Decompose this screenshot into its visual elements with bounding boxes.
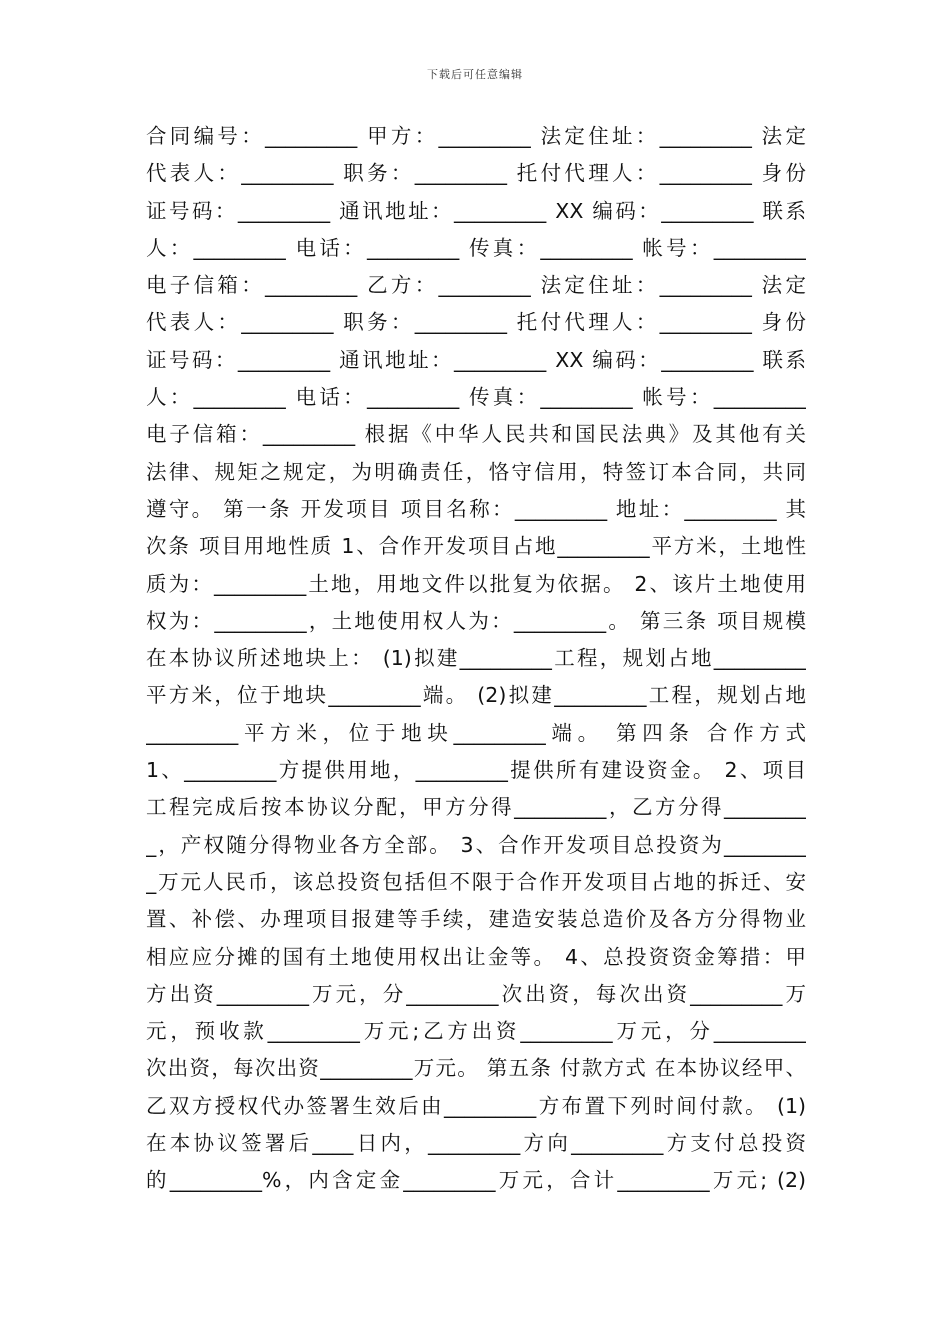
text-line: 工程完成后按本协议分配，甲方分得_________，乙方分得________ bbox=[146, 795, 806, 820]
text-line: 1、_________方提供用地，_________提供所有建设资金。 2、项目 bbox=[146, 758, 806, 783]
text-line: 次条 项目用地性质 1、合作开发项目占地_________平方米，土地性 bbox=[146, 534, 806, 559]
text-line: 证号码：_________ 通讯地址：_________ XX 编码：_________ 联系 bbox=[146, 198, 806, 223]
text-line: 代表人：_________ 职务：_________ 托付代理人：_________ 身份 bbox=[146, 161, 806, 186]
text-line: _________平方米，位于地块_________端。 第四条 合作方式 bbox=[146, 720, 806, 745]
text-line: 电子信箱：_________ 根据《中华人民共和国民法典》及其他有关 bbox=[146, 422, 806, 447]
text-line: 在本协议签署后____日内，_________方向_________方支付总投资 bbox=[146, 1131, 806, 1156]
text-line: 乙双方授权代办签署生效后由_________方布置下列时间付款。 (1) bbox=[146, 1093, 806, 1118]
text-line: 遵守。 第一条 开发项目 项目名称：_________ 地址：_________ 其 bbox=[146, 496, 806, 521]
text-line: 的_________%，内含定金_________万元，合计_________万元; (2) bbox=[146, 1168, 806, 1193]
text-line: 元，预收款_________万元;乙方出资_________万元，分_________ bbox=[146, 1019, 806, 1044]
text-line: _万元人民币，该总投资包括但不限于合作开发项目占地的拆迁、安 bbox=[146, 869, 806, 894]
text-line: 证号码：_________ 通讯地址：_________ XX 编码：_________ 联系 bbox=[146, 347, 806, 372]
text-line: 代表人：_________ 职务：_________ 托付代理人：_________ 身份 bbox=[146, 310, 806, 335]
text-line: 人：_________ 电话：_________ 传真：_________ 帐号：_________ bbox=[146, 235, 806, 260]
text-line: 相应应分摊的国有土地使用权出让金等。 4、总投资资金筹措：甲 bbox=[146, 944, 806, 969]
text-line: 合同编号：_________ 甲方：_________ 法定住址：_________ 法定 bbox=[146, 124, 806, 148]
text-line: 质为：_________土地，用地文件以批复为依据。 2、该片土地使用 bbox=[146, 571, 806, 596]
text-line: 次出资，每次出资_________万元。 第五条 付款方式 在本协议经甲、 bbox=[146, 1056, 806, 1081]
text-line: 人：_________ 电话：_________ 传真：_________ 帐号：_________ bbox=[146, 385, 806, 410]
text-line: 在本协议所述地块上： (1)拟建_________工程，规划占地_________ bbox=[146, 646, 806, 671]
text-line: 权为：_________，土地使用权人为：_________。 第三条 项目规模 bbox=[146, 608, 806, 633]
text-line: 置、补偿、办理项目报建等手续，建造安装总造价及各方分得物业 bbox=[146, 907, 806, 932]
page-header: 下载后可任意编辑 bbox=[427, 68, 523, 81]
text-line: 电子信箱：_________ 乙方：_________ 法定住址：_________ 法定 bbox=[146, 273, 806, 298]
contract-body bbox=[146, 118, 806, 1200]
text-line: _，产权随分得物业各方全部。 3、合作开发项目总投资为________ bbox=[146, 832, 806, 857]
text-line: 方出资_________万元，分_________次出资，每次出资_________万 bbox=[146, 981, 806, 1006]
text-line: 平方米，位于地块_________端。 (2)拟建_________工程，规划占地 bbox=[146, 683, 806, 708]
text-line: 法律、规矩之规定，为明确责任，恪守信用，特签订本合同，共同 bbox=[146, 459, 806, 484]
